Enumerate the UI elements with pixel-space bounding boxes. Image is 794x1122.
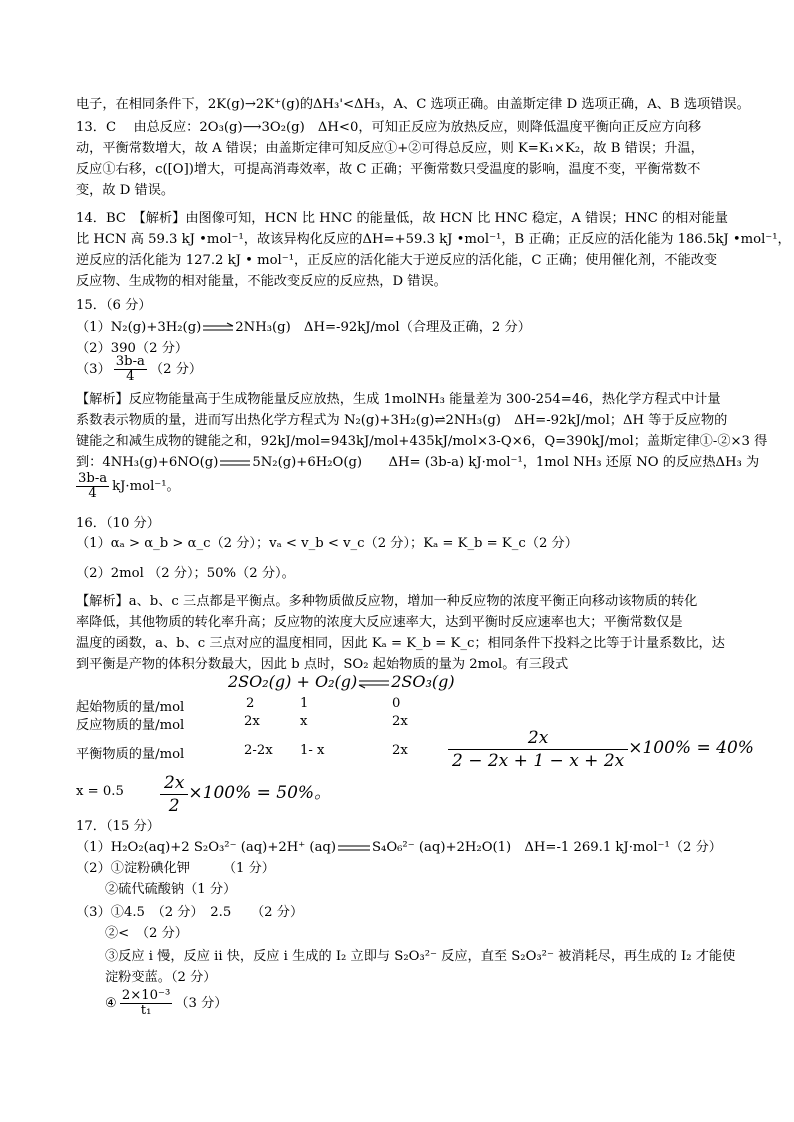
equation-reactants: （1）N₂(g)+3H₂(g) bbox=[76, 320, 202, 335]
fraction-denominator: 4 bbox=[88, 486, 97, 501]
q16-explanation: 【解析】a、b、c 三点都是平衡点。多种物质做反应物，增加一种反应物的浓度平衡正向移动该物质的转化 bbox=[76, 594, 698, 609]
volume-fraction-equation bbox=[448, 727, 754, 772]
q16-part2: （2）2mol （2 分）；50%（2 分）。 bbox=[76, 566, 295, 581]
row-reacted-so3: 2x bbox=[392, 714, 408, 729]
fraction-numerator: 2x bbox=[448, 727, 628, 750]
text-line bbox=[76, 454, 759, 472]
q15-heading: 15．（6 分） bbox=[76, 298, 152, 313]
text-line: 动，平衡常数增大，故 A 错误；由盖斯定律可知反应①+②可得总反应，则 K=K₁×K₂，故 B 错误；升温， bbox=[76, 141, 704, 156]
fraction-numerator: 3b-a bbox=[115, 354, 145, 369]
equation-products: 5N₂(g)+6H₂O(g) ΔH= (3b-a) kJ·mol⁻¹，1mol NH₃ 还原 NO 的反应热ΔH₃ 为 bbox=[252, 455, 760, 470]
text-line: 率降低，其他物质的转化率升高；反应物的浓度大反应速率大，达到平衡时反应速率也大；平衡常数仅是 bbox=[76, 615, 683, 630]
row-reacted-so2: 2x bbox=[244, 714, 260, 729]
fraction-denominator: t₁ bbox=[140, 1003, 152, 1018]
row-equilibrium-so2: 2-2x bbox=[244, 743, 273, 758]
text-line: 系数表示物质的量，进而写出热化学方程式为 N₂(g)+3H₂(g)⇌2NH₃(g) ΔH=-92kJ/mol；ΔH 等于反应物的 bbox=[76, 413, 728, 428]
q17-part3-sub4 bbox=[105, 989, 227, 1018]
equation-result: ×100% = 50%。 bbox=[188, 783, 332, 803]
q17-heading: 17．（15 分） bbox=[76, 819, 160, 834]
text-line: 逆反应的活化能为 127.2 kJ • mol⁻¹，正反应的活化能大于逆反应的活化能，C 正确；使用催化剂，不能改变 bbox=[76, 253, 718, 268]
q17-part2: （2）①淀粉碘化钾 （1 分） bbox=[76, 861, 275, 876]
fraction-denominator: 4 bbox=[126, 369, 135, 384]
text-line: 比 HCN 高 59.3 kJ •mol⁻¹，故该异构化反应的ΔH=+59.3 kJ •mol⁻¹，B 正确；正反应的活化能为 186.5kJ •mol⁻¹， bbox=[76, 232, 791, 247]
q17-part3: （3）①4.5 （2 分） 2.5 （2 分） bbox=[76, 905, 304, 920]
q17-part3-sub3: ③反应 i 慢，反应 ii 快，反应 i 生成的 I₂ 立即与 S₂O₃²⁻ 反应，直至 S₂O₃²⁻ 被消耗尽，再生成的 I₂ 才能使 bbox=[105, 949, 736, 964]
text-line bbox=[76, 472, 180, 501]
fraction bbox=[448, 727, 628, 772]
equation-result: ×100% = 40% bbox=[628, 738, 754, 758]
q13-answer: 13．C 由总反应：2O₃(g)⟶3O₂(g) ΔH<0，可知正反应为放热反应，则降低温度平衡向正反应方向移 bbox=[76, 120, 702, 135]
text-line: 到平衡是产物的体积分数最大，因此 b 点时，SO₂ 起始物质的量为 2mol。有三段式 bbox=[76, 657, 569, 672]
fraction-numerator: 3b-a bbox=[78, 471, 108, 486]
fraction bbox=[160, 772, 188, 817]
equals-arrow-icon bbox=[336, 842, 372, 854]
conversion-equation bbox=[160, 772, 331, 817]
fraction-numerator: 2×10⁻³ bbox=[121, 988, 171, 1003]
reversible-arrow-icon bbox=[201, 322, 235, 334]
text-line: 淀粉变蓝。（2 分） bbox=[105, 970, 217, 985]
fraction bbox=[120, 989, 172, 1018]
q15-part2: （2）390（2 分） bbox=[76, 341, 189, 356]
row-reacted-label: 反应物质的量/mol bbox=[76, 718, 185, 733]
q14-answer: 14．BC 【解析】由图像可知，HCN 比 HNC 的能量低，故 HCN 比 HNC 稳定，A 错误；HNC 的相对能量 bbox=[76, 211, 728, 226]
solution-x: x = 0.5 bbox=[76, 784, 124, 799]
equation-products: 2SO₃(g) bbox=[391, 672, 455, 691]
row-equilibrium-label: 平衡物质的量/mol bbox=[76, 747, 185, 762]
q17-part1 bbox=[76, 839, 722, 857]
row-initial-o2: 1 bbox=[300, 696, 309, 711]
fraction-denominator: 2 bbox=[168, 796, 180, 816]
q17-part3-sub2: ②< （2 分） bbox=[105, 926, 188, 941]
fraction-denominator: 2 − 2x + 1 − x + 2x bbox=[452, 751, 625, 771]
equation-products: 2NH₃(g) ΔH=-92kJ/mol（合理及正确，2 分） bbox=[235, 320, 531, 335]
fraction bbox=[114, 355, 147, 384]
q17-part2-sub: ②硫代硫酸钠（1 分） bbox=[105, 882, 237, 897]
text-line: 反应物、生成物的相对能量，不能改变反应的反应热，D 错误。 bbox=[76, 274, 447, 289]
part-label: （3） bbox=[76, 362, 111, 377]
fraction bbox=[76, 472, 109, 501]
fraction-numerator: 2x bbox=[160, 772, 188, 795]
text-line: 变，故 D 错误。 bbox=[76, 183, 175, 198]
q15-part1 bbox=[76, 319, 531, 337]
equation-reactants: 2SO₂(g) + O₂(g) bbox=[228, 672, 358, 691]
item-marker: ④ bbox=[105, 996, 117, 1011]
text-line: 温度的函数，a、b、c 三点对应的温度相同，因此 Kₐ = K_b = K_c；相同条件下投料之比等于计量系数比，达 bbox=[76, 636, 725, 651]
q16-heading: 16．（10 分） bbox=[76, 516, 160, 531]
equation-reactants: （1）H₂O₂(aq)+2 S₂O₃²⁻ (aq)+2H⁺ (aq) bbox=[76, 840, 337, 855]
row-reacted-o2: x bbox=[300, 714, 308, 729]
score-note: （3 分） bbox=[175, 996, 228, 1011]
equation-reactants: 到：4NH₃(g)+6NO(g) bbox=[76, 455, 219, 470]
reversible-arrow-icon bbox=[357, 677, 391, 689]
unit-text: kJ·mol⁻¹。 bbox=[112, 479, 180, 494]
text-line: 反应①右移，c([O])增大，可提高消毒效率，故 C 正确；平衡常数只受温度的影响，温度不变，平衡常数不 bbox=[76, 162, 701, 177]
equals-arrow-icon bbox=[218, 457, 252, 469]
row-initial-so2: 2 bbox=[246, 696, 255, 711]
q15-part3 bbox=[76, 355, 202, 384]
text-line: 电子，在相同条件下，2K(g)→2K⁺(g)的ΔH₃'<ΔH₃，A、C 选项正确。由盖斯定律 D 选项正确，A、B 选项错误。 bbox=[76, 97, 750, 112]
row-initial-label: 起始物质的量/mol bbox=[76, 700, 185, 715]
equation-products: S₄O₆²⁻ (aq)+2H₂O(1) ΔH=-1 269.1 kJ·mol⁻¹（2 分） bbox=[372, 840, 722, 855]
text-line: 键能之和减生成物的键能之和，92kJ/mol=943kJ/mol+435kJ/mol×3-Q×6，Q=390kJ/mol；盖斯定律①-②×3 得 bbox=[76, 434, 768, 449]
q15-explanation: 【解析】反应物能量高于生成物能量反应放热，生成 1molNH₃ 能量差为 300-254=46，热化学方程式中计量 bbox=[76, 392, 721, 407]
score-note: （2 分） bbox=[149, 362, 203, 377]
row-equilibrium-so3: 2x bbox=[392, 743, 408, 758]
three-stage-equation bbox=[228, 672, 455, 691]
row-initial-so3: 0 bbox=[392, 696, 401, 711]
q16-part1: （1）αₐ > α_b > α_c（2 分）；vₐ < v_b < v_c（2 分）；Kₐ = K_b = K_c（2 分） bbox=[76, 536, 578, 551]
row-equilibrium-o2: 1- x bbox=[300, 743, 325, 758]
